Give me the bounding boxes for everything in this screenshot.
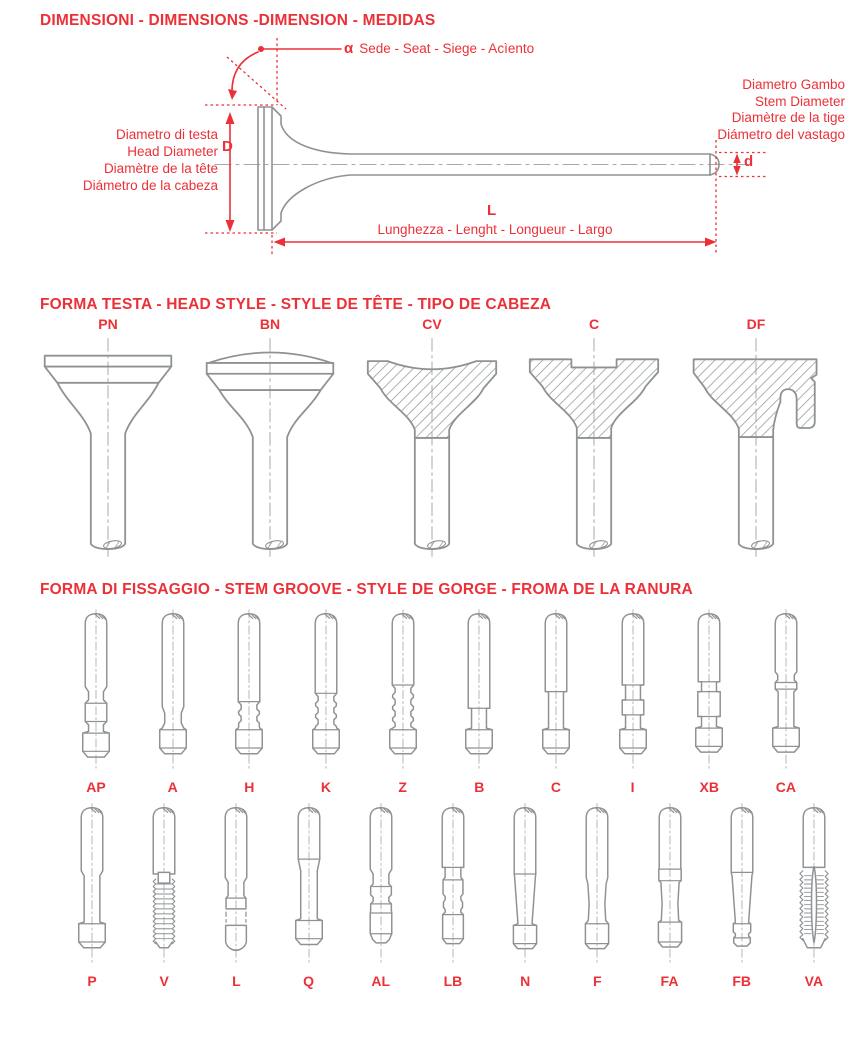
head-style-code: BN <box>259 316 281 332</box>
stem-groove-code: A <box>167 779 178 795</box>
stem-diameter-symbol: d <box>744 153 754 170</box>
stem-groove-row-1 <box>0 599 860 795</box>
stem-diameter-line-es: Diámetro del vastago <box>717 126 845 142</box>
head-style-item <box>516 316 672 565</box>
stem-groove-item <box>219 607 279 795</box>
head-style-drawing-c <box>517 334 671 560</box>
stem-groove-code: AP <box>86 779 106 795</box>
stem-groove-item <box>756 607 816 795</box>
stem-groove-code: LB <box>443 973 463 989</box>
stem-groove-code: FB <box>732 973 752 989</box>
stem-groove-drawing-fb <box>713 801 771 967</box>
stem-diameter-line-fr: Diamètre de la tige <box>731 110 845 125</box>
stem-groove-code: FA <box>660 973 679 989</box>
stem-groove-code: F <box>593 973 602 989</box>
stem-groove-drawing-ap <box>67 607 125 773</box>
stem-groove-drawing-q <box>280 801 338 967</box>
stem-groove-item <box>712 801 772 989</box>
head-style-item <box>678 316 834 565</box>
stem-groove-item <box>206 801 266 989</box>
stem-groove-title: FORMA DI FISSAGGIO - STEM GROOVE - STYLE DE GORGE - FROMA DE LA RANURA <box>40 581 693 598</box>
stem-groove-drawing-z <box>374 607 432 773</box>
stem-groove-drawing-f <box>568 801 626 967</box>
head-style-item <box>192 316 348 565</box>
stem-groove-drawing-ca <box>757 607 815 773</box>
stem-groove-code: H <box>244 779 255 795</box>
stem-groove-drawing-v <box>135 801 193 967</box>
length-label: Lunghezza - Lenght - Longueur - Largo <box>377 222 613 237</box>
stem-groove-drawing-k <box>297 607 355 773</box>
stem-groove-drawing-b <box>450 607 508 773</box>
stem-groove-item <box>784 801 844 989</box>
head-diameter-label <box>28 126 218 194</box>
head-style-code: PN <box>98 316 118 332</box>
stem-groove-drawing-xb <box>680 607 738 773</box>
head-style-item <box>30 316 186 565</box>
head-style-drawing-cv <box>355 334 509 560</box>
stem-groove-code: N <box>520 973 531 989</box>
head-diameter-line-es: Diámetro de la cabeza <box>82 178 218 193</box>
stem-diameter-line-en: Stem Diameter <box>754 93 845 109</box>
head-style-drawing-pn <box>31 334 185 560</box>
stem-groove-code: Q <box>303 973 314 989</box>
head-style-item <box>354 316 510 565</box>
head-style-title: FORMA TESTA - HEAD STYLE - STYLE DE TÊTE - TIPO DE CABEZA <box>40 296 552 313</box>
stem-groove-item <box>373 607 433 795</box>
head-style-code: DF <box>746 316 766 332</box>
stem-groove-section <box>0 581 860 989</box>
stem-groove-code: XB <box>699 779 719 795</box>
stem-groove-row-2 <box>0 795 860 989</box>
stem-groove-item <box>567 801 627 989</box>
head-style-row <box>0 314 860 565</box>
stem-groove-code: VA <box>804 973 824 989</box>
stem-groove-drawing-n <box>496 801 554 967</box>
stem-groove-drawing-p <box>63 801 121 967</box>
stem-groove-item <box>66 607 126 795</box>
stem-groove-item <box>351 801 411 989</box>
alpha-symbol: α <box>344 40 354 57</box>
stem-groove-code: C <box>550 779 561 795</box>
head-style-drawing-bn <box>193 334 347 560</box>
stem-groove-item <box>603 607 663 795</box>
stem-groove-item <box>279 801 339 989</box>
length-symbol: L <box>487 202 497 219</box>
stem-groove-item <box>640 801 700 989</box>
stem-groove-drawing-l <box>207 801 265 967</box>
stem-groove-drawing-fa <box>641 801 699 967</box>
stem-groove-item <box>423 801 483 989</box>
stem-diameter-label <box>590 77 845 143</box>
stem-groove-code: AL <box>371 973 391 989</box>
stem-groove-drawing-al <box>352 801 410 967</box>
stem-groove-code: P <box>87 973 97 989</box>
stem-diameter-line-it: Diametro Gambo <box>742 77 845 92</box>
head-style-section <box>0 296 860 565</box>
stem-groove-code: V <box>159 973 169 989</box>
stem-groove-drawing-a <box>144 607 202 773</box>
stem-groove-drawing-c <box>527 607 585 773</box>
stem-groove-code: I <box>630 779 635 795</box>
head-diameter-line-it: Diametro di testa <box>115 127 218 142</box>
stem-groove-code: K <box>320 779 332 795</box>
head-style-drawing-df <box>679 334 833 560</box>
stem-groove-item <box>449 607 509 795</box>
head-style-code: C <box>588 316 600 332</box>
seat-label-text: Sede - Seat - Siege - Acìento <box>359 41 535 56</box>
stem-groove-code: CA <box>775 779 797 795</box>
stem-groove-drawing-i <box>604 607 662 773</box>
valve-dimension-diagram <box>0 32 860 284</box>
stem-groove-item <box>143 607 203 795</box>
stem-groove-drawing-h <box>220 607 278 773</box>
stem-groove-item <box>679 607 739 795</box>
stem-groove-code: Z <box>398 779 407 795</box>
stem-groove-code: L <box>232 973 241 989</box>
stem-groove-item <box>495 801 555 989</box>
stem-groove-item <box>134 801 194 989</box>
head-diameter-line-fr: Diamètre de la tête <box>103 161 218 176</box>
stem-groove-item <box>526 607 586 795</box>
head-diameter-symbol: D <box>222 138 233 155</box>
stem-groove-code: B <box>474 779 485 795</box>
stem-groove-item <box>296 607 356 795</box>
stem-groove-drawing-va <box>785 801 843 967</box>
stem-groove-item <box>62 801 122 989</box>
stem-groove-drawing-lb <box>424 801 482 967</box>
head-diameter-line-en: Head Diameter <box>127 144 218 159</box>
seat-angle-label <box>344 40 534 57</box>
head-style-code: CV <box>422 316 442 332</box>
dimensions-section <box>0 0 860 284</box>
dimensions-title: DIMENSIONI - DIMENSIONS -DIMENSION - MEDIDAS <box>40 12 436 29</box>
